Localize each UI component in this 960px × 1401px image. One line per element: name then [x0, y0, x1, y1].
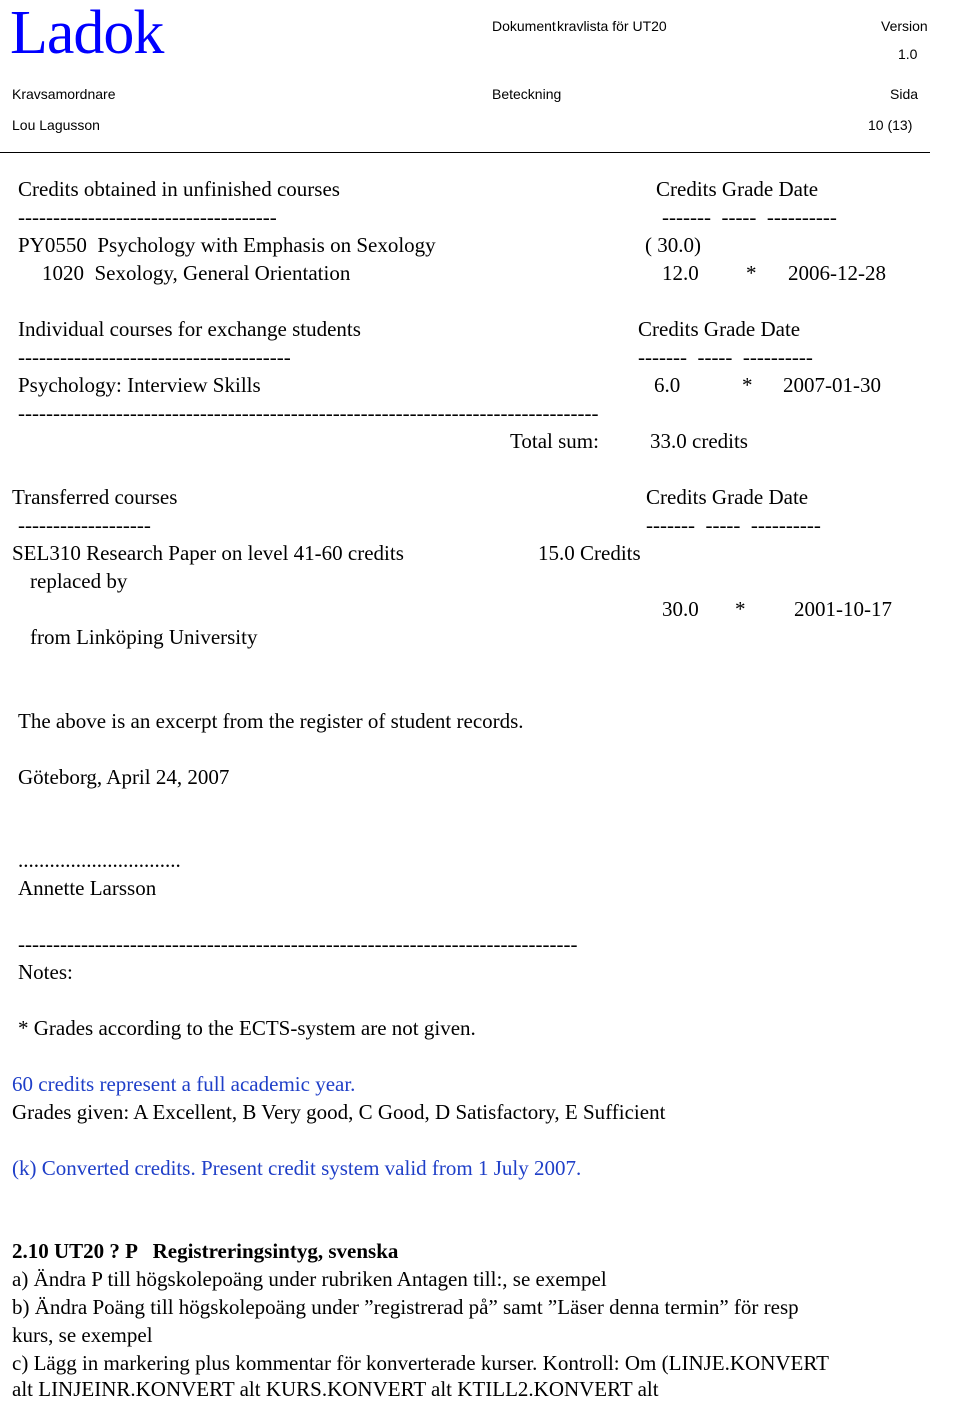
exchange-long-dash: -----------------------------------------------------------------------------------: [18, 401, 599, 425]
transferred-credits: 30.0: [662, 597, 699, 621]
header-rule: [0, 152, 930, 153]
transferred-origin: from Linköping University: [30, 625, 258, 649]
doc-value: kravlista för UT20: [557, 18, 667, 34]
replaced-by: replaced by: [30, 569, 128, 593]
interview-skills-date: 2007-01-30: [783, 373, 881, 397]
transferred-col-header: Credits Grade Date: [646, 485, 809, 509]
author-name: Lou Lagusson: [12, 117, 100, 133]
note-ects: * Grades according to the ECTS-system are not given.: [18, 1016, 476, 1040]
ladok-logo: Ladok: [10, 0, 164, 67]
note-academic-year: 60 credits represent a full academic year.: [12, 1072, 356, 1096]
course-1020-credits: 12.0: [662, 261, 699, 285]
exchange-dash-left: ---------------------------------------: [18, 345, 291, 369]
course-1020-grade: *: [746, 261, 757, 285]
interview-skills-grade: *: [742, 373, 753, 397]
section-item-a: a) Ändra P till högskolepoäng under rubriken Antagen till:, se exempel: [12, 1267, 607, 1291]
author-label: Kravsamordnare: [12, 86, 116, 102]
course-py0550: PY0550 Psychology with Emphasis on Sexology: [18, 233, 436, 257]
note-credit-system: Present credit system valid from 1 July 2007.: [195, 1156, 582, 1180]
course-sel310-credits: 15.0 Credits: [538, 541, 641, 565]
section-item-c-cont: alt LINJEINR.KONVERT alt KURS.KONVERT alt KTILL2.KONVERT alt: [12, 1377, 659, 1401]
note-converted: [12, 1158, 581, 1179]
designation-label: Beteckning: [492, 86, 562, 102]
unfinished-title: Credits obtained in unfinished courses: [18, 177, 340, 201]
transferred-date: 2001-10-17: [794, 597, 892, 621]
notes-label: Notes:: [18, 960, 73, 984]
exchange-title: Individual courses for exchange students: [18, 317, 361, 341]
course-1020-date: 2006-12-28: [788, 261, 886, 285]
excerpt-statement: The above is an excerpt from the register of student records.: [18, 709, 524, 733]
doc-label: Dokument: [492, 18, 556, 34]
unfinished-col-header: Credits Grade Date: [656, 177, 819, 201]
course-py0550-credits: ( 30.0): [645, 233, 701, 257]
transferred-grade: *: [735, 597, 746, 621]
total-label: Total sum:: [510, 429, 599, 453]
version-value: 1.0: [898, 46, 918, 62]
course-1020: 1020 Sexology, General Orientation: [42, 261, 351, 285]
course-sel310: SEL310 Research Paper on level 41-60 credits: [12, 541, 404, 565]
transferred-dash-cols: ------- ----- ----------: [646, 513, 821, 537]
interview-skills-credits: 6.0: [654, 373, 681, 397]
section-item-c: c) Lägg in markering plus kommentar för konverterade kurser. Kontroll: Om (LINJE.KONVERT: [12, 1351, 829, 1375]
total-value: 33.0 credits: [650, 429, 748, 453]
footer-long-dash: --------------------------------------------------------------------------------: [18, 932, 578, 956]
exchange-col-header: Credits Grade Date: [638, 317, 801, 341]
signature-dots: ...............................: [18, 848, 181, 872]
note-grades: Grades given: A Excellent, B Very good, C Good, D Satisfactory, E Sufficient: [12, 1100, 666, 1124]
signer-name: Annette Larsson: [18, 876, 157, 900]
section-item-b-cont: kurs, se exempel: [12, 1323, 153, 1347]
exchange-dash-cols: ------- ----- ----------: [638, 345, 813, 369]
note-converted-k: (k) Converted credits.: [12, 1156, 196, 1180]
page-number: 10 (13): [868, 117, 913, 133]
version-label: Version: [881, 18, 928, 34]
transferred-dash-left: -------------------: [18, 513, 151, 537]
place-date: Göteborg, April 24, 2007: [18, 765, 230, 789]
page-label: Sida: [890, 86, 919, 102]
section-item-b: b) Ändra Poäng till högskolepoäng under ”registrerad på” samt ”Läser denna termin” för resp: [12, 1295, 799, 1319]
transferred-title: Transferred courses: [12, 485, 178, 509]
unfinished-dash-cols: ------- ----- ----------: [662, 205, 837, 229]
course-interview-skills: Psychology: Interview Skills: [18, 373, 261, 397]
unfinished-dash-left: -------------------------------------: [18, 205, 277, 229]
section-heading: 2.10 UT20 ? P Registreringsintyg, svenska: [12, 1239, 399, 1263]
